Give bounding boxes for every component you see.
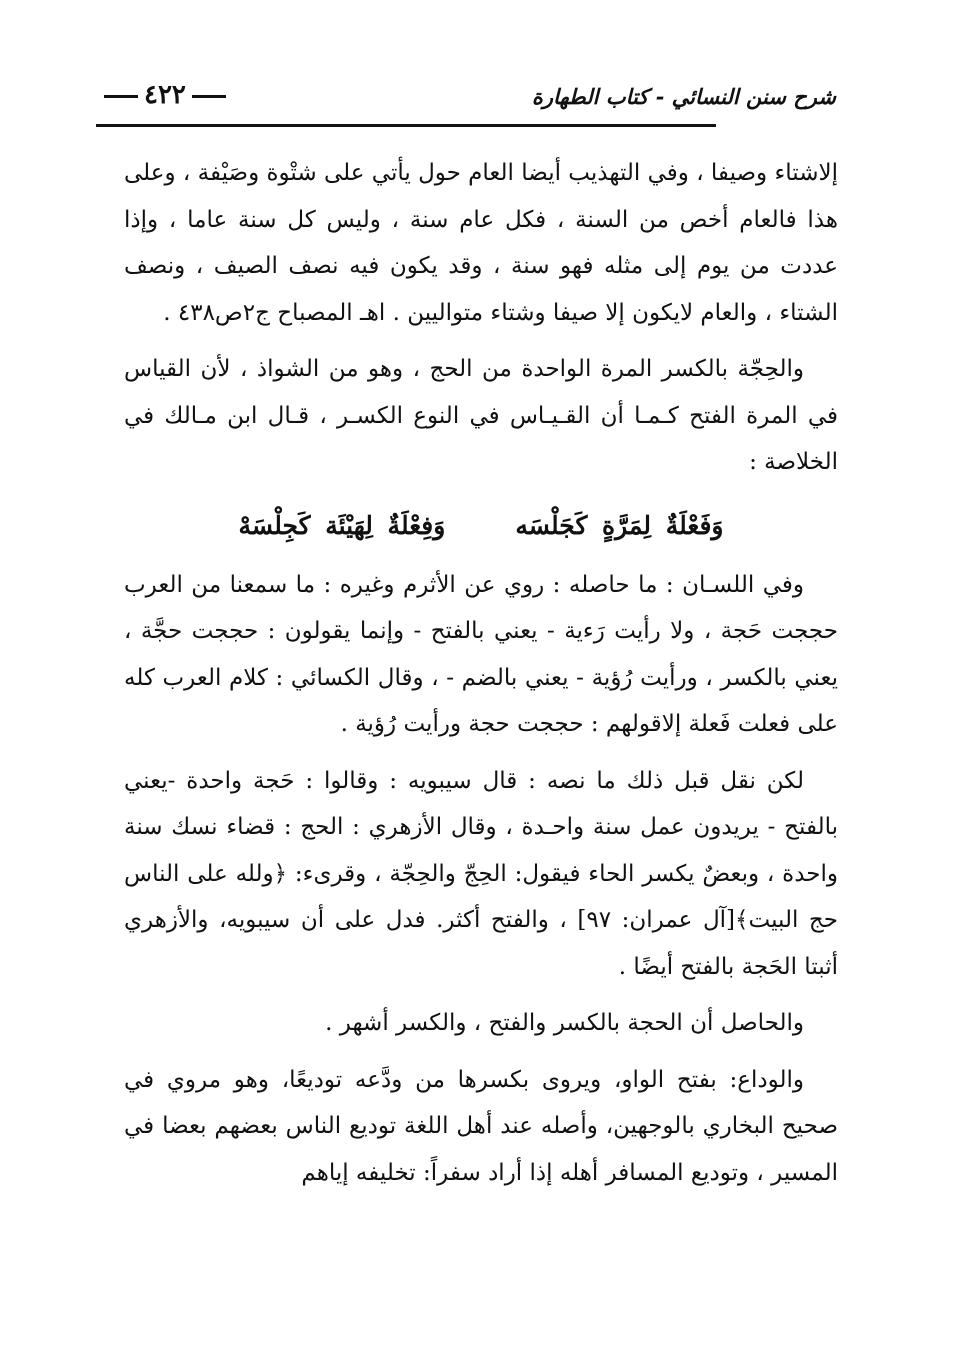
verse-hemistich-right: وَفَعْلَةٌ لِمَرَّةٍ كَجَلْسَه bbox=[515, 510, 724, 540]
paragraph: لكن نقل قبل ذلك ما نصه : قال سيبويه : وقالوا : حَجة واحدة -يعني بالفتح - يريدون عمل سنة واحـدة ، وقال الأزهري : الحج : قضاء نسك سنة واحدة ، وبعضٌ يكسر الحاء فيقول: الحِجّ والحِجّة ، وقرىء: ﴿ولله على الناس حج البيت﴾[آل عمران: ٩٧] ، والفتح أكثر. فدل على أن سيبويه، والأزهري أثبتا الحَجة بالفتح أيضًا . bbox=[124, 767, 838, 980]
page-body bbox=[124, 150, 838, 1206]
page-number-block bbox=[98, 80, 232, 110]
poem-verse bbox=[124, 498, 838, 554]
paragraph: والحاصل أن الحجة بالكسر والفتح ، والكسر أشهر . bbox=[325, 1010, 804, 1036]
page-number: ٤٢٢ bbox=[144, 80, 186, 110]
paragraph: إلاشتاء وصيفا ، وفي التهذيب أيضا العام حول يأتي على شتْوة وصَيْفة ، وعلى هذا فالعام أخص من السنة ، فكل عام سنة ، وليس كل سنة عاما ، وإذا عددت من يوم إلى مثله فهو سنة ، وقد يكون فيه نصف الصيف ، ونصف الشتاء ، والعام لايكون إلا صيفا وشتاء متواليين . اهـ المصباح ج٢ص٤٣٨ . bbox=[123, 160, 838, 326]
paragraph: والوداع: بفتح الواو، ويروى بكسرها من ودَّعه توديعًا، وهو مروي في صحيح البخاري بالوجهين، وأصله عند أهل اللغة توديع الناس بعضهم بعضا في المسير ، وتوديع المسافر أهله إذا أراد سفراً: تخليفه إياهم bbox=[124, 1066, 838, 1186]
header-rule bbox=[96, 124, 716, 127]
paragraph: وفي اللسـان : ما حاصله : روي عن الأثرم وغيره : ما سمعنا من العرب حججت حَجة ، ولا رأيت رَءية - يعني بالفتح - وإنما يقولون : حججت حجَّة ، يعني بالكسر ، ورأيت رُؤية - يعني بالضم - ، وقال الكسائي : كلام العرب كله على فعلت فَعلة إلاقولهم : حججت حجة ورأيت رُؤية . bbox=[124, 571, 838, 737]
header-dash bbox=[104, 95, 138, 98]
verse-hemistich-left: وَفِعْلَةٌ لِهَيْئَة كَجِلْسَهْ bbox=[238, 510, 446, 540]
header-dash bbox=[192, 95, 226, 98]
running-title: شرح سنن النسائي - كتاب الطهارة bbox=[531, 84, 836, 109]
paragraph: والحِجّة بالكسر المرة الواحدة من الحج ، وهو من الشواذ ، لأن القياس في المرة الفتح كـمـا أن القـيـاس في النوع الكسـر ، قـال ابن مـالك في الخلاصة : bbox=[124, 356, 838, 475]
page-header bbox=[98, 78, 836, 130]
